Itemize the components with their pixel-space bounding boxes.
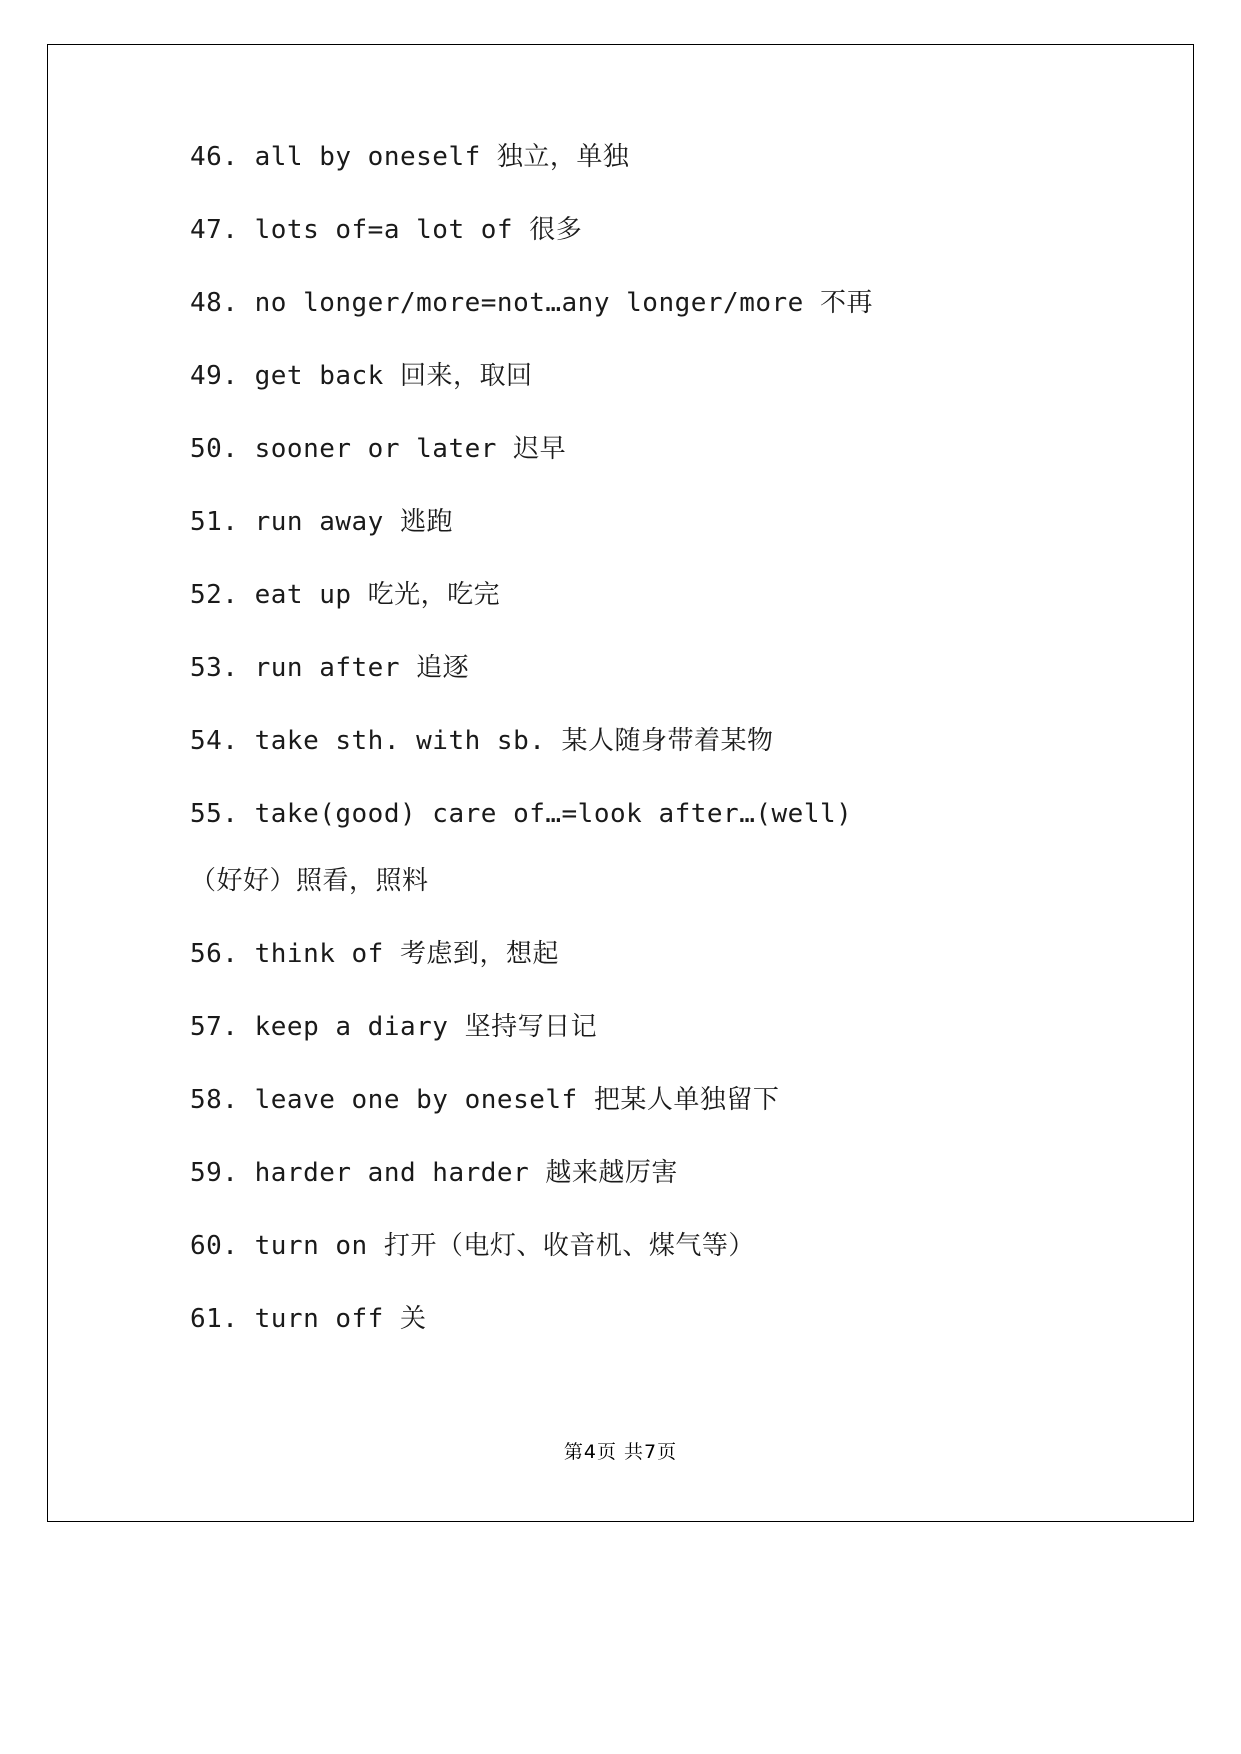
- list-item: 61. turn off 关: [190, 1304, 427, 1334]
- list-item: 52. eat up 吃光，吃完: [190, 580, 501, 610]
- list-item: 57. keep a diary 坚持写日记: [190, 1012, 598, 1042]
- list-item: 54. take sth. with sb. 某人随身带着某物: [190, 726, 774, 756]
- list-item: 48. no longer/more=not…any longer/more 不再: [190, 288, 873, 318]
- list-item: 53. run after 追逐: [190, 653, 470, 683]
- list-item: 58. leave one by oneself 把某人单独留下: [190, 1085, 780, 1115]
- list-item: 50. sooner or later 迟早: [190, 434, 567, 464]
- list-item-continuation: （好好）照看，照料: [190, 866, 429, 896]
- list-item: 51. run away 逃跑: [190, 507, 453, 537]
- list-item: 47. lots of=a lot of 很多: [190, 215, 583, 245]
- list-item: 55. take(good) care of…=look after…(well): [190, 799, 853, 829]
- document-body: [190, 140, 1090, 1375]
- page-footer: 第4页 共7页: [563, 1441, 678, 1463]
- list-item: 59. harder and harder 越来越厉害: [190, 1158, 678, 1188]
- list-item: 46. all by oneself 独立，单独: [190, 142, 630, 172]
- list-item: 49. get back 回来，取回: [190, 361, 533, 391]
- list-item: 56. think of 考虑到，想起: [190, 939, 559, 969]
- list-item: 60. turn on 打开（电灯、收音机、煤气等）: [190, 1231, 755, 1261]
